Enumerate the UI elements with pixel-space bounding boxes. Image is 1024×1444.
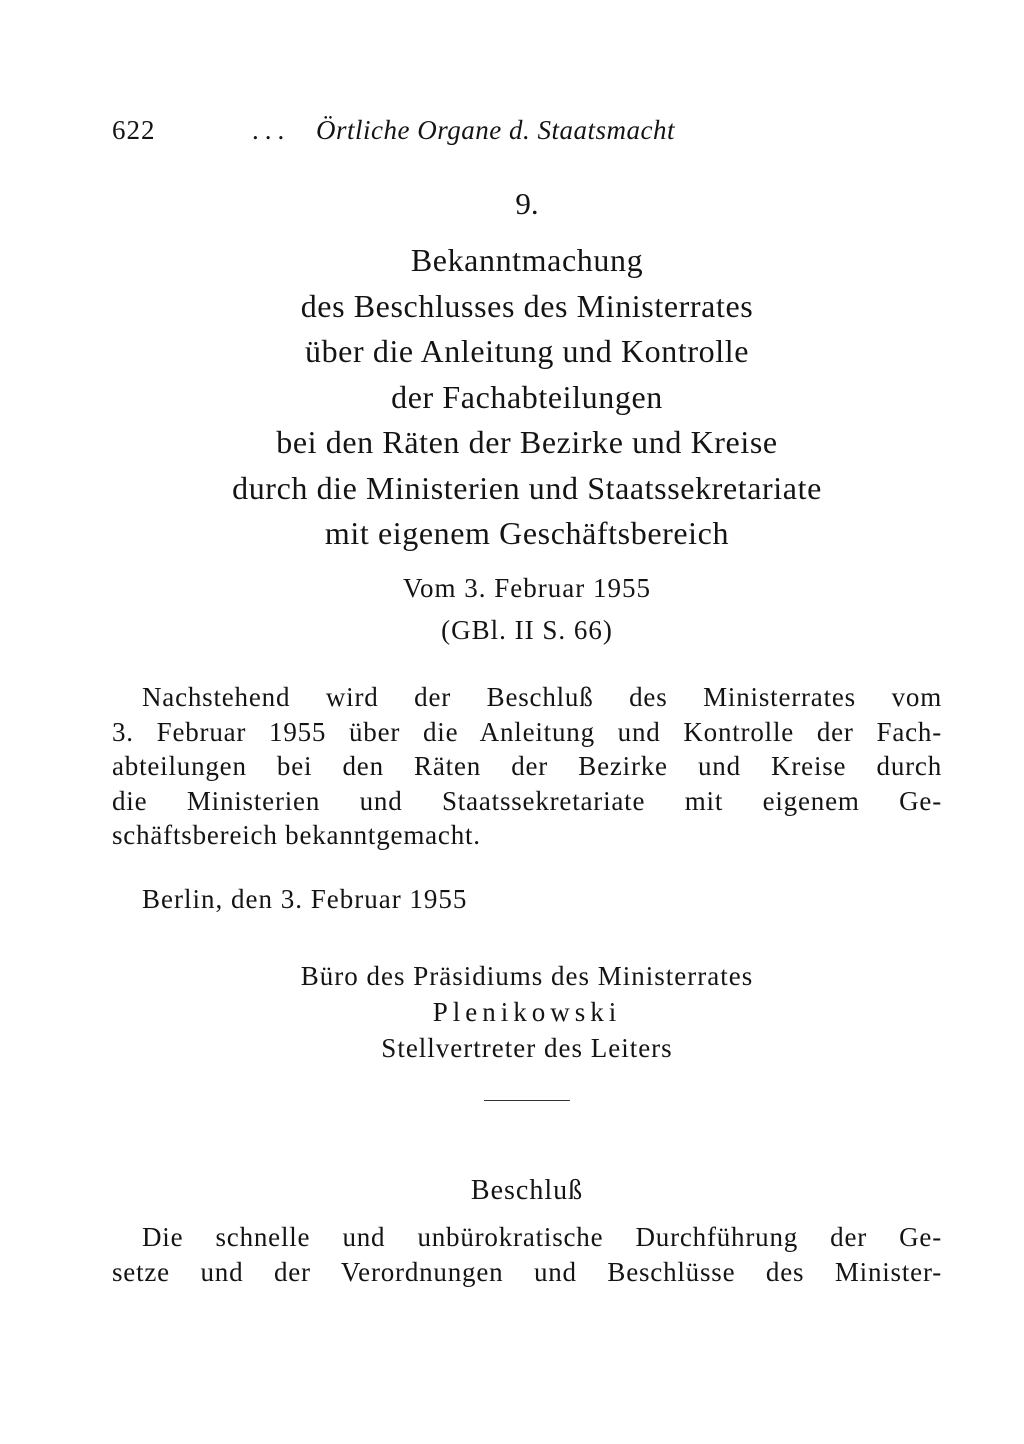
paragraph-line: abteilungen bei den Räten der Bezirke und Kreise durch: [112, 751, 942, 781]
section-divider: [484, 1100, 570, 1101]
signature-office: Büro des Präsidiums des Ministerrates: [300, 961, 754, 991]
paragraph-line: schäftsbereich bekanntgemacht.: [112, 820, 481, 850]
paragraph-line: setze und der Verordnungen und Beschlüsse des Minister-: [112, 1256, 942, 1287]
title-line: des Beschlusses des Ministerrates: [300, 287, 754, 324]
title-line: Bekanntmachung: [410, 242, 644, 278]
running-title: Örtliche Organe d. Staatsmacht: [316, 115, 675, 145]
section-heading: Beschluß: [470, 1175, 584, 1206]
signature-block: [112, 958, 942, 1066]
place-date: Berlin, den 3. Februar 1955: [142, 884, 468, 914]
document-number: 9.: [515, 186, 539, 221]
intro-paragraph: [112, 680, 942, 853]
title-line: mit eigenem Geschäftsbereich: [324, 515, 730, 551]
title-line: über die Anleitung und Kontrolle: [304, 333, 749, 369]
running-head: [112, 112, 752, 148]
gazette-reference: (GBl. II S. 66): [441, 615, 613, 645]
paragraph-line: Nachstehend wird der Beschluß des Ministerrates vom: [142, 682, 942, 712]
title-line: der Fachabteilungen: [391, 378, 663, 415]
document-date: Vom 3. Februar 1955: [403, 573, 651, 603]
paragraph-line: Die schnelle und unbürokratische Durchführung der Ge-: [142, 1222, 942, 1252]
signature-name: Plenikowski: [432, 997, 622, 1027]
header-leader-dots: ...: [252, 115, 291, 145]
paragraph-line: 3. Februar 1955 über die Anleitung und Kontrolle der Fach-: [112, 716, 942, 747]
title-line: bei den Räten der Bezirke und Kreise: [276, 424, 778, 460]
paragraph-line: die Ministerien und Staatssekretariate mit eigenem Ge-: [112, 785, 942, 816]
signature-role: Stellvertreter des Leiters: [381, 1033, 673, 1063]
decision-paragraph: [112, 1220, 942, 1289]
page-number: 622: [112, 115, 156, 145]
document-title: [112, 238, 942, 557]
title-line: durch die Ministerien und Staatssekretariate: [232, 469, 822, 506]
